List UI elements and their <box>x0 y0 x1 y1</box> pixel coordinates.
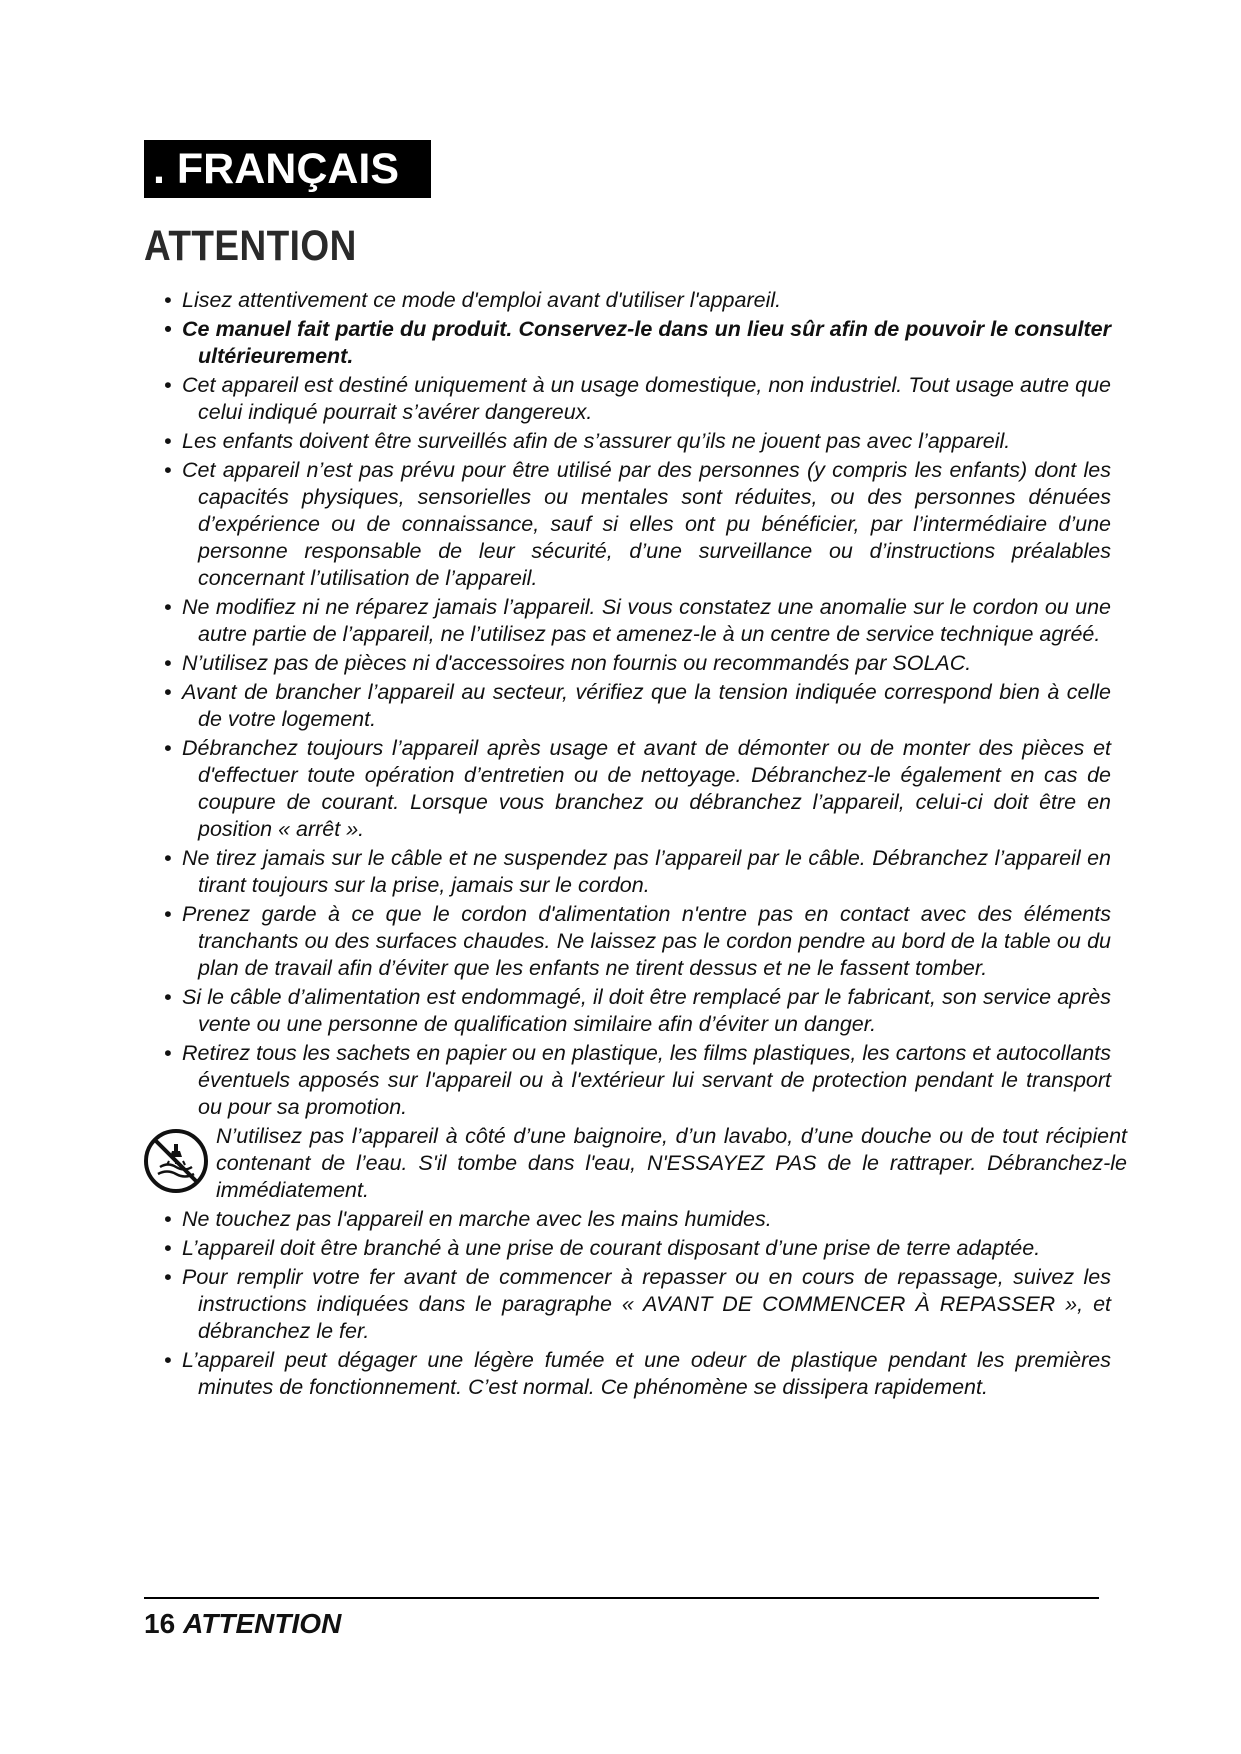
pictogram-item <box>146 1123 1127 1204</box>
bullet: • <box>164 458 172 482</box>
bullet: • <box>164 288 172 312</box>
list-item <box>164 1040 1111 1121</box>
list-item <box>164 428 1111 455</box>
list-item <box>164 1235 1111 1262</box>
list-item-text: Retirez tous les sachets en papier ou en plastique, les films plastiques, les cartons et autocollants éventuels apposés sur l'appareil ou à l'extérieur lui servant de protection pendant le transport ou pour sa promotion. <box>182 1041 1111 1119</box>
list-item-text: Pour remplir votre fer avant de commencer à repasser ou en cours de repassage, suivez les instructions indiquées dans le paragraphe « AVANT DE COMMENCER À REPASSER », et débranchez le fer. <box>182 1265 1111 1343</box>
page-title: ATTENTION <box>144 222 357 270</box>
footer-divider <box>144 1597 1099 1599</box>
list-item-text: Lisez attentivement ce mode d'emploi avant d'utiliser l'appareil. <box>182 288 782 312</box>
no-water-icon <box>142 1127 210 1195</box>
page-number: 16 <box>144 1608 176 1639</box>
bullet: • <box>164 429 172 453</box>
list-item <box>164 457 1111 592</box>
bullet: • <box>164 1265 172 1289</box>
list-item-text: N’utilisez pas l’appareil à côté d’une baignoire, d’un lavabo, d’une douche ou de tout récipient contenant de l’eau. S'il tombe dans l'eau, N'ESSAYEZ PAS de le rattraper. Débranchez-le immédiatement. <box>216 1124 1127 1202</box>
bullet: • <box>164 985 172 1009</box>
list-item-text: Ne modifiez ni ne réparez jamais l’appareil. Si vous constatez une anomalie sur le cordon ou une autre partie de l’appareil, ne l’utilisez pas et amenez-le à un centre de service technique agréé. <box>182 595 1111 646</box>
list-item-text: Si le câble d’alimentation est endommagé, il doit être remplacé par le fabricant, son service après vente ou une personne de qualification similaire afin d’éviter un danger. <box>182 985 1111 1036</box>
bullet: • <box>164 595 172 619</box>
list-item-text: Cet appareil est destiné uniquement à un usage domestique, non industriel. Tout usage autre que celui indiqué pourrait s’avérer dangereux. <box>182 373 1111 424</box>
bullet: • <box>164 736 172 760</box>
bullet: • <box>164 1041 172 1065</box>
list-item-text: Ne touchez pas l'appareil en marche avec les mains humides. <box>182 1207 772 1231</box>
list-item <box>164 650 1111 677</box>
list-item <box>164 1206 1111 1233</box>
list-item-text: Ce manuel fait partie du produit. Conservez-le dans un lieu sûr afin de pouvoir le consulter ultérieurement. <box>182 317 1111 368</box>
language-banner: . FRANÇAIS <box>144 140 431 198</box>
list-item-text: Prenez garde à ce que le cordon d'alimentation n'entre pas en contact avec des éléments tranchants ou des surfaces chaudes. Ne laissez pas le cordon pendre au bord de la table ou du plan de travail afin d’éviter que les enfants ne tirent dessus et ne le fassent tomber. <box>182 902 1111 980</box>
list-item <box>164 287 1111 314</box>
bullet: • <box>164 373 172 397</box>
list-item <box>164 901 1111 982</box>
list-item <box>164 1347 1111 1401</box>
list-item <box>164 679 1111 733</box>
page-footer <box>144 1608 341 1640</box>
list-item-text: Débranchez toujours l’appareil après usage et avant de démonter ou de monter des pièces et d'effectuer toute opération d’entretien ou de nettoyage. Débranchez-le également en cas de coupure de courant. Lorsque vous branchez ou débranchez l’appareil, celui-ci doit être en position « arrêt ». <box>182 736 1111 841</box>
list-item <box>164 316 1111 370</box>
bullet: • <box>164 1207 172 1231</box>
footer-section-title: ATTENTION <box>183 1608 342 1639</box>
bullet: • <box>164 902 172 926</box>
bullet: • <box>164 1348 172 1372</box>
bullet: • <box>164 651 172 675</box>
list-item <box>164 372 1111 426</box>
list-item-text: L’appareil doit être branché à une prise de courant disposant d’une prise de terre adaptée. <box>182 1236 1041 1260</box>
list-item <box>164 984 1111 1038</box>
bullet: • <box>164 317 172 341</box>
list-item <box>164 845 1111 899</box>
list-item <box>164 735 1111 843</box>
list-item-text: Ne tirez jamais sur le câble et ne suspendez pas l’appareil par le câble. Débranchez l’appareil en tirant toujours sur la prise, jamais sur le cordon. <box>182 846 1111 897</box>
list-item-text: L’appareil peut dégager une légère fumée et une odeur de plastique pendant les premières minutes de fonctionnement. C’est normal. Ce phénomène se dissipera rapidement. <box>182 1348 1111 1399</box>
bullet: • <box>164 846 172 870</box>
bullet: • <box>164 680 172 704</box>
list-item-text: N’utilisez pas de pièces ni d'accessoires non fournis ou recommandés par SOLAC. <box>182 651 972 675</box>
bullet: • <box>164 1236 172 1260</box>
warning-list <box>164 287 1127 1403</box>
list-item-text: Avant de brancher l’appareil au secteur, vérifiez que la tension indiquée correspond bien à celle de votre logement. <box>182 680 1111 731</box>
list-item <box>164 594 1111 648</box>
list-item-text: Cet appareil n’est pas prévu pour être utilisé par des personnes (y compris les enfants) dont les capacités physiques, sensorielles ou mentales sont réduites, ou des personnes dénuées d’expérience ou de connaissance, sauf si elles ont pu bénéficier, par l’intermédiaire d’une personne responsable de leur sécurité, d’une surveillance ou d’instructions préalables concernant l’utilisation de l’appareil. <box>182 458 1111 590</box>
list-item-text: Les enfants doivent être surveillés afin de s’assurer qu’ils ne jouent pas avec l’appareil. <box>182 429 1011 453</box>
list-item <box>164 1264 1111 1345</box>
